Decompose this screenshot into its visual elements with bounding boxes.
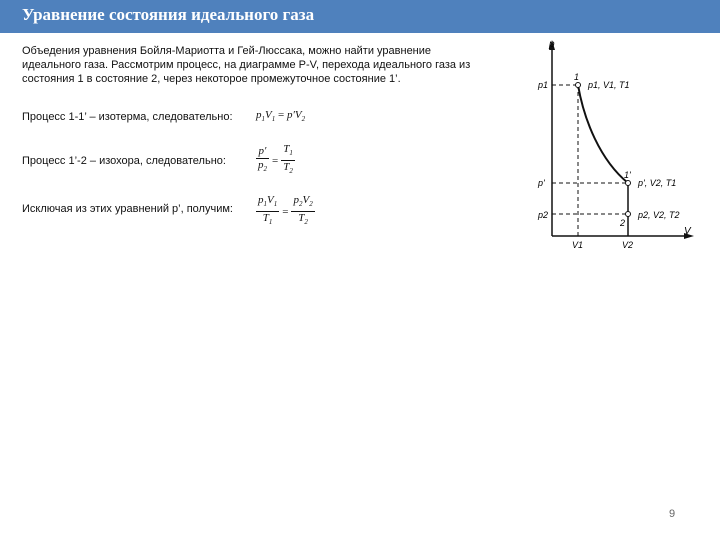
state-point-1 bbox=[576, 83, 581, 88]
isotherm-curve bbox=[578, 85, 628, 183]
point-label-1prime: 1' bbox=[624, 170, 631, 180]
intro-line: состояния 1 в состояние 2, через некоторое промежуточное состояние 1’. bbox=[22, 73, 401, 85]
tick-label-pprime: p' bbox=[538, 178, 545, 188]
tick-label-p1: p1 bbox=[538, 80, 549, 90]
title-bar bbox=[0, 0, 720, 33]
step-isochore-text: Процесс 1’-2 – изохора, следовательно: bbox=[22, 155, 226, 167]
state-point-2 bbox=[626, 212, 631, 217]
point-label-2: 2 bbox=[620, 218, 626, 228]
step-isotherm-text: Процесс 1-1’ – изотерма, следовательно: bbox=[22, 111, 233, 123]
state2-annotation: p2, V2, T2 bbox=[638, 210, 680, 220]
point-label-1: 1 bbox=[574, 72, 580, 82]
intro-line: Объедения уравнения Бойля-Мариотта и Гей-Люссака, можно найти уравнение bbox=[22, 45, 432, 57]
slide-title: Уравнение состояния идеального газа bbox=[22, 5, 315, 24]
formula-combined: $\frac{p_1V_1}{T_1}$ = $\frac{p_2V_2}{T_2}$ bbox=[258, 194, 313, 227]
formula-isochore: $\frac{p'}{p_2}$ = $\frac{T_1}{T_2}$ bbox=[258, 143, 293, 176]
state-point-1prime bbox=[626, 181, 631, 186]
intro-line: идеального газа. Рассмотрим процесс, на диаграмме P-V, перехода идеального газа из bbox=[22, 59, 471, 71]
page-number: 9 bbox=[669, 508, 676, 520]
step-combined-text: Исключая из этих уравнений p’, получим: bbox=[22, 203, 233, 215]
formula-isotherm: $p_1V_1 = p'V_2$ bbox=[256, 109, 306, 124]
intro-paragraph bbox=[22, 44, 512, 86]
tick-label-v1: V1 bbox=[572, 240, 584, 250]
state1prime-annotation: p', V2, T1 bbox=[638, 178, 677, 188]
tick-label-v2: V2 bbox=[622, 240, 634, 250]
state1-annotation: p1, V1, T1 bbox=[588, 80, 630, 90]
axis-label-v: V bbox=[684, 226, 691, 237]
pv-diagram bbox=[530, 34, 710, 254]
axis-label-p: p bbox=[549, 39, 555, 50]
tick-label-p2: p2 bbox=[538, 210, 549, 220]
